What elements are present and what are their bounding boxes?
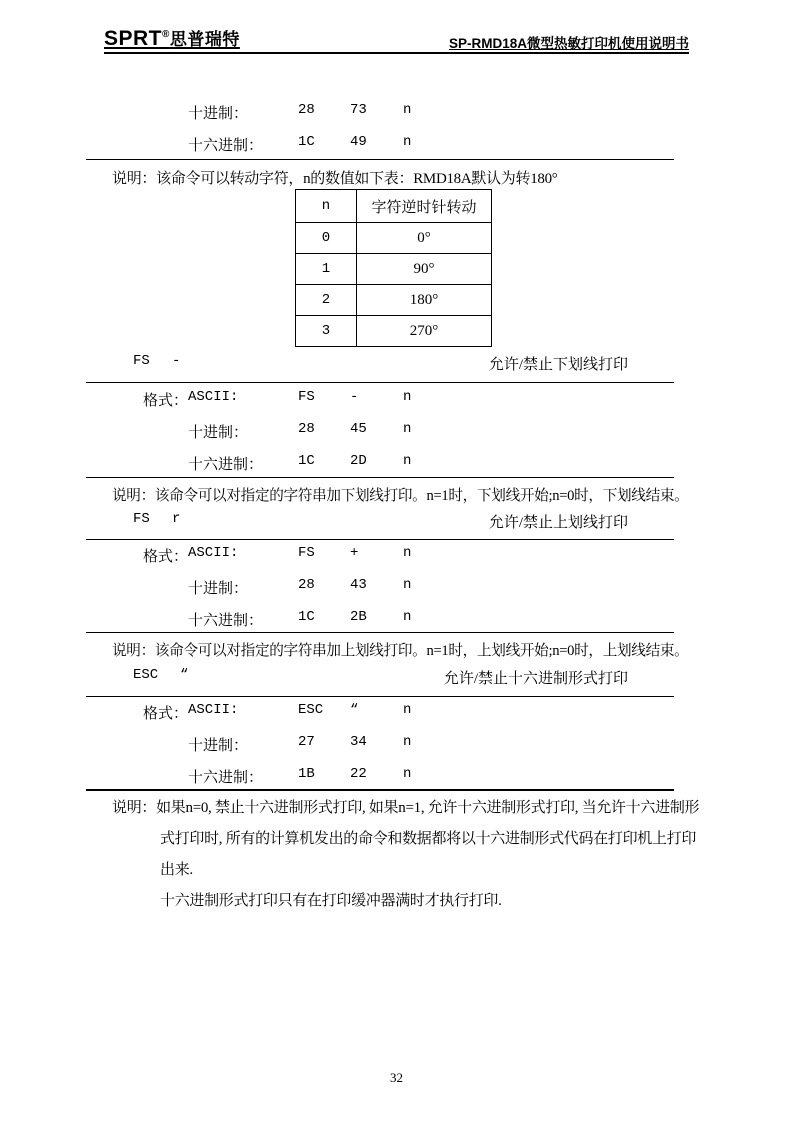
command-note-line-2: 式打印时, 所有的计算机发出的命令和数据都将以十六进制形式代码在打印机上打印	[160, 831, 697, 847]
command-note-line-1: 说明：如果n=0, 禁止十六进制形式打印, 如果n=1, 允许十六进制形式打印, 当允许十六进制形	[112, 800, 700, 816]
ascii-label: ASCII:	[188, 545, 239, 561]
command-note: 说明：该命令可以对指定的字符串加下划线打印。n=1时，下划线开始;n=0时，下划线结束。	[112, 488, 689, 504]
decimal-value-1: 28	[298, 577, 315, 593]
rotation-table	[295, 189, 492, 347]
format-row	[86, 389, 674, 409]
format-row	[86, 545, 674, 565]
ascii-value-n: n	[403, 702, 412, 718]
command-note-line-3: 出来.	[160, 862, 193, 878]
format-label: 格式：	[143, 549, 189, 565]
format-row	[86, 702, 674, 722]
decimal-value-2: 34	[350, 734, 367, 750]
hex-value-1: 1C	[298, 134, 315, 150]
command-code-2: “	[180, 667, 189, 683]
table-header-rotation: 字符逆时针转动	[357, 190, 492, 223]
table-cell-deg2: 180°	[357, 285, 492, 316]
hex-value-2: 2D	[350, 453, 367, 469]
divider-rule	[86, 382, 674, 383]
hex-value-1: 1C	[298, 609, 315, 625]
decimal-value-n: n	[403, 421, 412, 437]
divider-rule	[86, 632, 674, 633]
hex-row	[86, 766, 674, 786]
decimal-row	[86, 577, 674, 597]
command-title: 允许/禁止十六进制形式打印	[443, 671, 628, 687]
decimal-label: 十进制：	[188, 738, 249, 754]
decimal-value-1: 27	[298, 734, 315, 750]
ascii-value-n: n	[403, 389, 412, 405]
format-label: 格式：	[143, 393, 189, 409]
command-header-fs-underline	[86, 353, 674, 373]
ascii-value-1: ESC	[298, 702, 324, 718]
table-cell-deg1: 90°	[357, 254, 492, 285]
hex-label: 十六进制：	[188, 613, 264, 629]
hex-value-2: 2B	[350, 609, 367, 625]
hex-value-2: 49	[350, 134, 367, 150]
brand-logo-latin: SPRT	[104, 27, 163, 50]
ascii-value-n: n	[403, 545, 412, 561]
hex-value-n: n	[403, 766, 412, 782]
decimal-row	[86, 102, 674, 122]
ascii-label: ASCII:	[188, 389, 239, 405]
ascii-value-2: +	[350, 545, 359, 561]
decimal-value-2: 45	[350, 421, 367, 437]
command-code-2: r	[172, 511, 181, 527]
ascii-value-1: FS	[298, 545, 315, 561]
decimal-value-2: 73	[350, 102, 367, 118]
decimal-value-2: 43	[350, 577, 367, 593]
table-cell-n2: 2	[296, 285, 357, 316]
page-header	[104, 22, 689, 54]
hex-value-n: n	[403, 134, 412, 150]
command-title: 允许/禁止上划线打印	[488, 515, 628, 531]
table-cell-deg0: 0°	[357, 223, 492, 254]
command-code-1: FS	[133, 353, 150, 369]
decimal-label: 十进制：	[188, 425, 249, 441]
ascii-value-1: FS	[298, 389, 315, 405]
brand-logo	[104, 25, 240, 51]
hex-value-1: 1B	[298, 766, 315, 782]
rotation-note: 说明：该命令可以转动字符，n的数值如下表：RMD18A默认为转180°	[112, 171, 558, 187]
command-code-2: -	[172, 353, 181, 369]
table-cell-deg3: 270°	[357, 316, 492, 347]
command-title: 允许/禁止下划线打印	[488, 357, 628, 373]
hex-value-n: n	[403, 453, 412, 469]
table-cell-n0: 0	[296, 223, 357, 254]
divider-rule	[86, 477, 674, 478]
decimal-value-n: n	[403, 102, 412, 118]
decimal-value-n: n	[403, 577, 412, 593]
hex-label: 十六进制：	[188, 138, 264, 154]
divider-rule	[86, 159, 674, 160]
hex-value-1: 1C	[298, 453, 315, 469]
decimal-value-n: n	[403, 734, 412, 750]
decimal-label: 十进制：	[188, 581, 249, 597]
divider-rule-thick	[86, 789, 674, 791]
ascii-label: ASCII:	[188, 702, 239, 718]
format-label: 格式：	[143, 706, 189, 722]
hex-value-2: 22	[350, 766, 367, 782]
table-cell-n3: 3	[296, 316, 357, 347]
registered-mark-icon: ®	[162, 29, 170, 40]
command-note: 说明：该命令可以对指定的字符串加上划线打印。n=1时，上划线开始;n=0时，上划线结束。	[112, 643, 689, 659]
command-code-1: ESC	[133, 667, 159, 683]
divider-rule	[86, 696, 674, 697]
brand-logo-chinese: 思普瑞特	[169, 30, 240, 49]
hex-row	[86, 609, 674, 629]
decimal-row	[86, 421, 674, 441]
divider-rule	[86, 539, 674, 540]
decimal-value-1: 28	[298, 421, 315, 437]
ascii-value-2: -	[350, 389, 359, 405]
command-header-esc-hex	[86, 667, 674, 687]
decimal-label: 十进制：	[188, 106, 249, 122]
ascii-value-2: “	[350, 702, 359, 718]
page-number: 32	[390, 1070, 403, 1085]
command-code-1: FS	[133, 511, 150, 527]
hex-value-n: n	[403, 609, 412, 625]
hex-label: 十六进制：	[188, 457, 264, 473]
table-header-n: n	[296, 190, 357, 223]
document-title: SP-RMD18A微型热敏打印机使用说明书	[448, 36, 689, 51]
decimal-value-1: 28	[298, 102, 315, 118]
command-note-line-4: 十六进制形式打印只有在打印缓冲器满时才执行打印.	[160, 893, 502, 909]
hex-row	[86, 134, 674, 154]
hex-row	[86, 453, 674, 473]
table-cell-n1: 1	[296, 254, 357, 285]
command-header-fs-overline	[86, 511, 674, 531]
hex-label: 十六进制：	[188, 770, 264, 786]
decimal-row	[86, 734, 674, 754]
